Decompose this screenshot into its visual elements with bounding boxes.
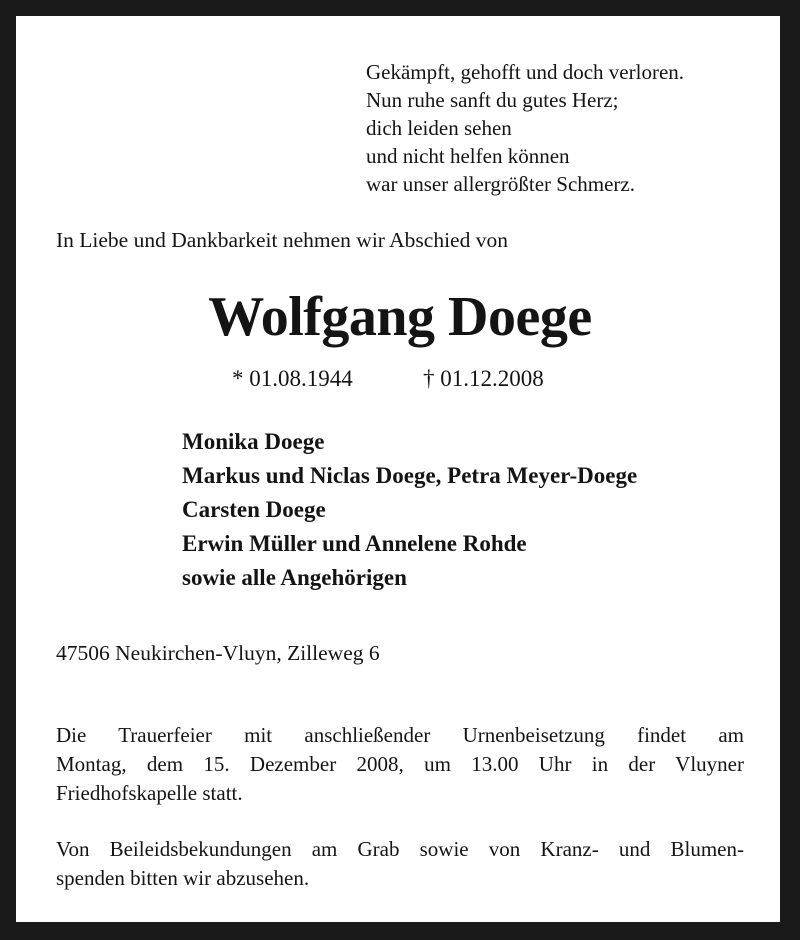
mourner-name: Markus und Niclas Doege, Petra Meyer-Doege — [182, 463, 638, 488]
deceased-name: Wolfgang Doege — [208, 286, 592, 348]
condolence-notice-line: spenden bitten wir abzusehen. — [56, 866, 310, 890]
poem-line: Gekämpft, gehofft und doch verloren. — [366, 60, 685, 84]
funeral-notice — [56, 721, 744, 808]
death-date: † 01.12.2008 — [423, 366, 544, 391]
birth-date: * 01.08.1944 — [232, 366, 353, 391]
intro-text: In Liebe und Dankbarkeit nehmen wir Abschied von — [56, 228, 508, 252]
mourner-name: Monika Doege — [182, 429, 325, 454]
mourner-name: sowie alle Angehörigen — [182, 565, 407, 590]
mourners-list — [182, 425, 637, 595]
poem — [366, 58, 684, 198]
mourner-name: Carsten Doege — [182, 497, 326, 522]
poem-line: dich leiden sehen — [366, 116, 512, 140]
poem-line: und nicht helfen können — [366, 144, 570, 168]
condolence-notice — [56, 835, 744, 893]
poem-line: war unser allergrößter Schmerz. — [366, 172, 636, 196]
poem-line: Nun ruhe sanft du gutes Herz; — [366, 88, 619, 112]
mourner-name: Erwin Müller und Annelene Rohde — [182, 531, 527, 556]
funeral-notice-line: Montag, dem 15. Dezember 2008, um 13.00 Uhr in der Vluyner — [56, 752, 744, 776]
condolence-notice-line: Von Beileidsbekundungen am Grab sowie von Kranz- und Blumen- — [56, 837, 744, 861]
funeral-notice-line: Die Trauerfeier mit anschließender Urnenbeisetzung findet am — [56, 723, 744, 747]
address: 47506 Neukirchen-Vluyn, Zilleweg 6 — [56, 641, 380, 665]
funeral-notice-line: Friedhofskapelle statt. — [56, 781, 243, 805]
